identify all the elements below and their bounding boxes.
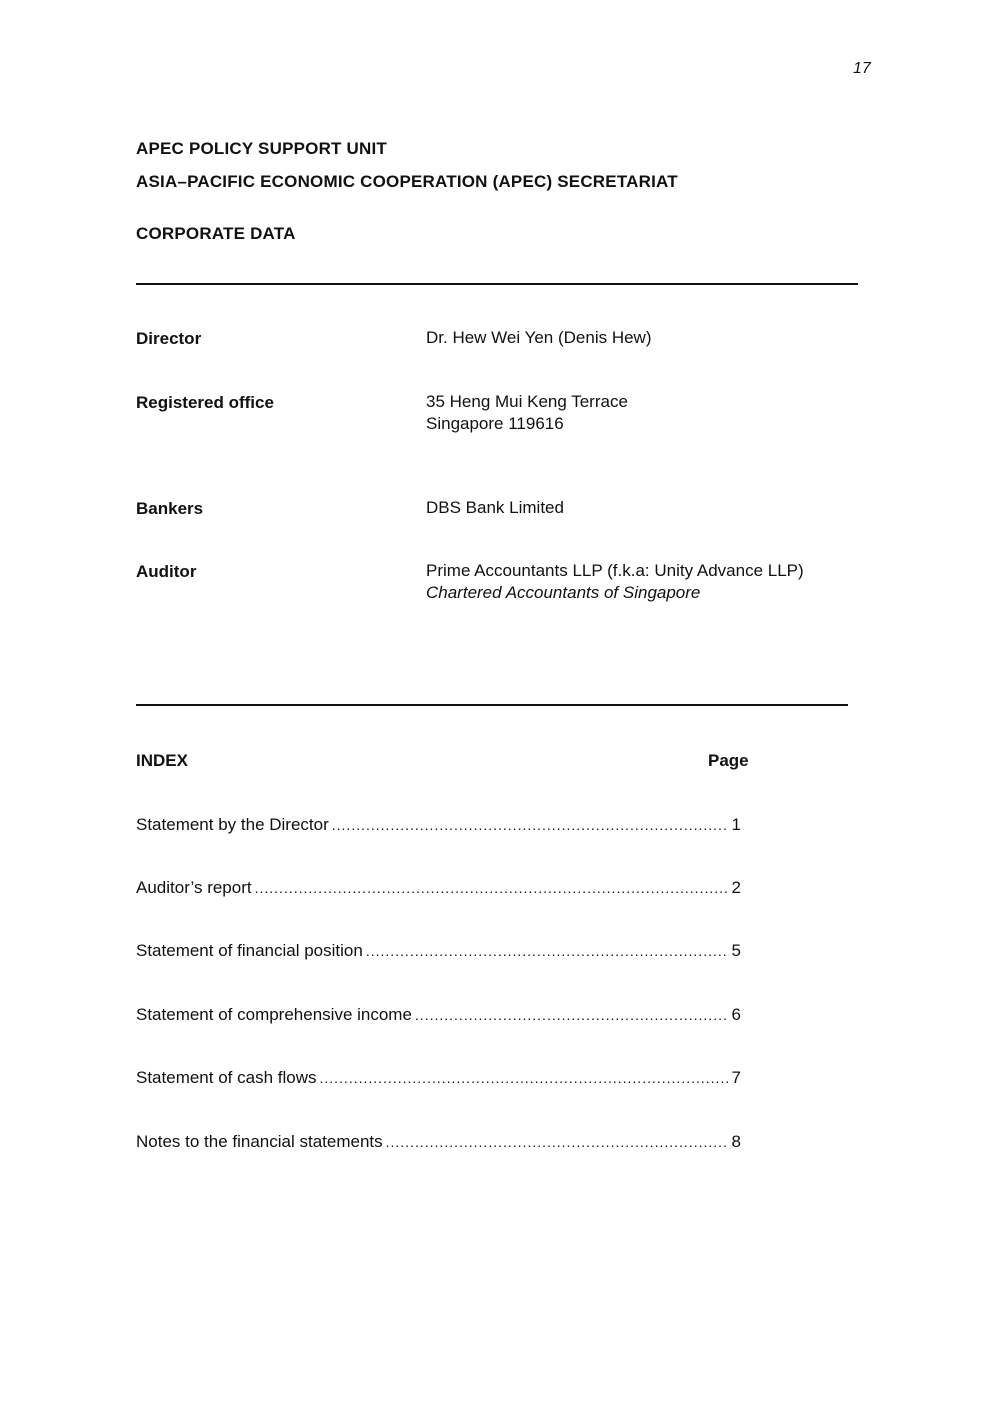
top-divider bbox=[136, 283, 858, 285]
section-title: CORPORATE DATA bbox=[136, 224, 296, 243]
registered-office-city: Singapore 119616 bbox=[426, 414, 564, 433]
auditor-firm: Prime Accountants LLP (f.k.a: Unity Advance LLP) bbox=[426, 561, 804, 580]
index-heading: INDEX bbox=[136, 751, 188, 770]
toc-entry-page: 8 bbox=[731, 1132, 741, 1151]
registered-office-value bbox=[426, 391, 628, 435]
director-value bbox=[426, 327, 652, 349]
toc-entry-page: 7 bbox=[731, 1068, 741, 1087]
toc-entry-title: Statement of financial position bbox=[136, 941, 363, 960]
page-column-heading: Page bbox=[708, 751, 749, 770]
toc-entry-title: Notes to the financial statements bbox=[136, 1132, 383, 1151]
toc-entry-page: 5 bbox=[731, 941, 741, 960]
bottom-divider bbox=[136, 704, 848, 706]
toc-dot-leader bbox=[386, 1134, 729, 1150]
toc-entry-title: Statement by the Director bbox=[136, 815, 329, 834]
toc-dot-leader bbox=[319, 1070, 728, 1086]
bankers-name: DBS Bank Limited bbox=[426, 498, 564, 517]
toc-entry-title: Statement of comprehensive income bbox=[136, 1005, 412, 1024]
toc-entry bbox=[136, 1005, 741, 1025]
toc-entry-title: Auditor’s report bbox=[136, 878, 252, 897]
toc-entry bbox=[136, 1132, 741, 1152]
registered-office-label: Registered office bbox=[136, 393, 274, 412]
toc-entry bbox=[136, 941, 741, 961]
bankers-label: Bankers bbox=[136, 499, 204, 518]
toc-entry bbox=[136, 878, 741, 898]
toc-dot-leader bbox=[332, 817, 729, 833]
toc-entry bbox=[136, 815, 741, 835]
organization-name: APEC POLICY SUPPORT UNIT bbox=[136, 139, 388, 158]
toc-entry-page: 6 bbox=[731, 1005, 741, 1024]
toc-entry-page: 1 bbox=[731, 815, 741, 834]
auditor-value bbox=[426, 560, 804, 604]
toc-entry bbox=[136, 1068, 741, 1088]
auditor-designation: Chartered Accountants of Singapore bbox=[426, 583, 701, 602]
director-name: Dr. Hew Wei Yen (Denis Hew) bbox=[426, 328, 652, 347]
toc-entry-title: Statement of cash flows bbox=[136, 1068, 317, 1087]
toc-entry-page: 2 bbox=[731, 878, 741, 897]
page-number: 17 bbox=[853, 60, 871, 77]
organization-parent: ASIA–PACIFIC ECONOMIC COOPERATION (APEC) SECRETARIAT bbox=[136, 172, 678, 191]
registered-office-street: 35 Heng Mui Keng Terrace bbox=[426, 392, 628, 411]
toc-dot-leader bbox=[415, 1007, 729, 1023]
toc-dot-leader bbox=[255, 880, 729, 896]
toc-dot-leader bbox=[366, 943, 729, 959]
bankers-value bbox=[426, 497, 564, 519]
auditor-label: Auditor bbox=[136, 562, 197, 581]
director-label: Director bbox=[136, 329, 202, 348]
